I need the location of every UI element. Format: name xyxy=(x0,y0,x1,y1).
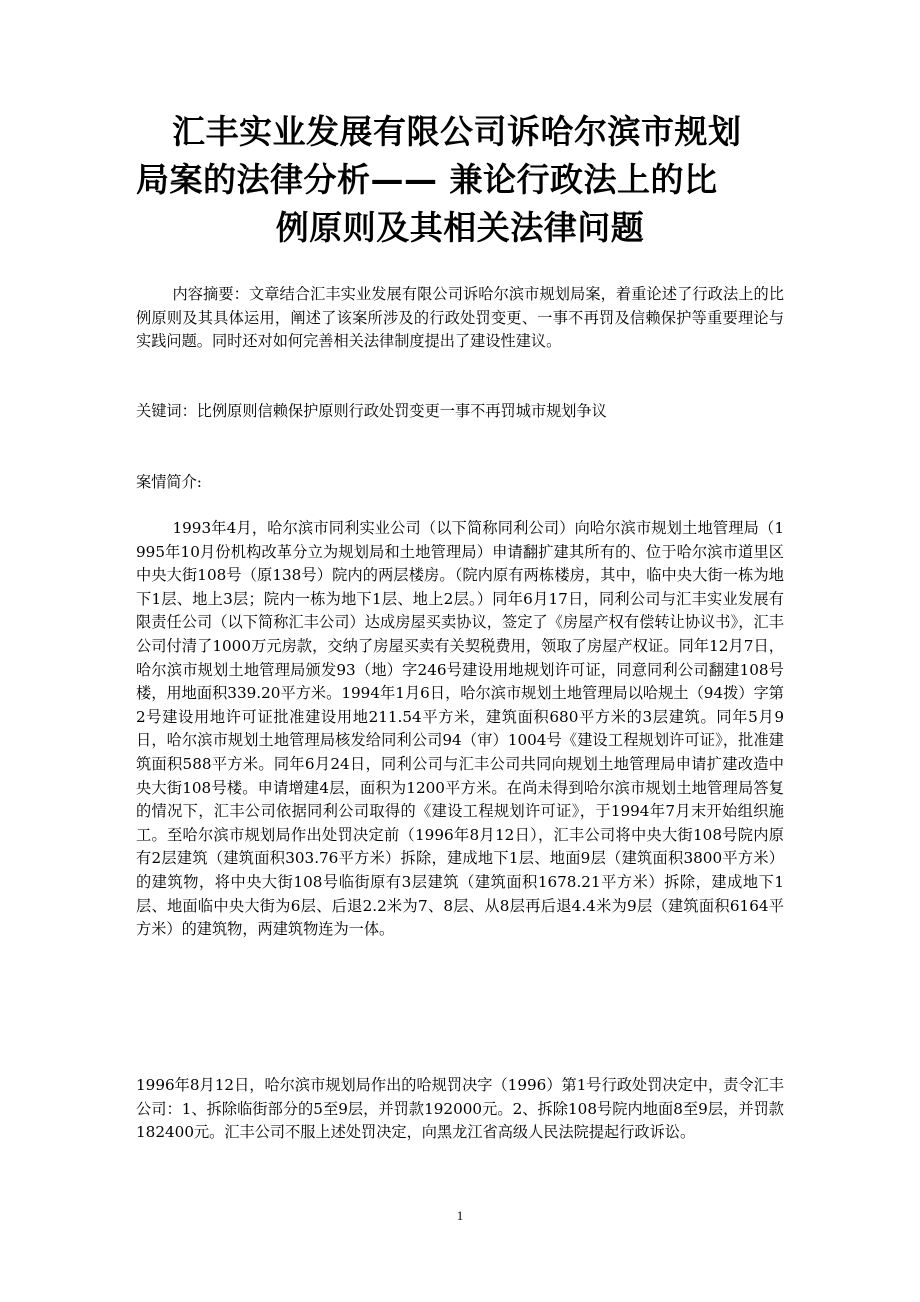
case-paragraph-2: 1996年8月12日，哈尔滨市规划局作出的哈规罚决字（1996）第1号行政处罚决定中，责令汇丰公司：1、拆除临街部分的5至9层，并罚款192000元。2、拆除108号院内地面8至9层，并罚款182400元。汇丰公司不服上述处罚决定，向黑龙江省高级人民法院提起行政诉讼。 xyxy=(136,1076,784,1142)
keywords-paragraph: 关键词：比例原则信赖保护原则行政处罚变更一事不再罚城市规划争议 xyxy=(136,402,607,420)
case-summary-heading: 案情简介: xyxy=(136,473,202,491)
title-line-3: 例原则及其相关法律问题 xyxy=(275,208,645,247)
document-title xyxy=(136,108,784,252)
page-number: 1 xyxy=(456,1208,464,1223)
title-line-2: 局案的法律分析—— 兼论行政法上的比 xyxy=(136,160,718,199)
abstract-paragraph: 内容摘要：文章结合汇丰实业发展有限公司诉哈尔滨市规划局案，着重论述了行政法上的比例原则及其具体运用，阐述了该案所涉及的行政处罚变更、一事不再罚及信赖保护等重要理论与实践问题。同时还对如何完善相关法律制度提出了建设性建议。 xyxy=(136,285,784,351)
case-paragraph-1: 1993年4月，哈尔滨市同利实业公司（以下简称同利公司）向哈尔滨市规划土地管理局（1995年10月份机构改革分立为规划局和土地管理局）申请翻扩建其所有的、位于哈尔滨市道里区中央大街108号（原138号）院内的两层楼房。（院内原有两栋楼房，其中，临中央大街一栋为地下1层、地上3层；院内一栋为地下1层、地上2层。）同年6月17日，同利公司与汇丰实业发展有限责任公司（以下简称汇丰公司）达成房屋买卖协议，签定了《房屋产权有偿转让协议书》，汇丰公司付清了1000万元房款，交纳了房屋买卖有关契税费用，领取了房屋产权证。同年12月7日，哈尔滨市规划土地管理局颁发93（地）字246号建设用地规划许可证，同意同利公司翻建108号楼，用地面积339.20平方米。1994年1月6日，哈尔滨市规划土地管理局以哈规土（94拨）字第2号建设用地许可证批准建设用地211.54平方米，建筑面积680平方米的3层建筑。同年5月9日，哈尔滨市规划土地管理局核发给同利公司94（审）1004号《建设工程规划许可证》，批准建筑面积588平方米。同年6月24日，同利公司与汇丰公司共同向规划土地管理局申请扩建改造中央大街108号楼。申请增建4层，面积为1200平方米。在尚未得到哈尔滨市规划土地管理局答复的情况下，汇丰公司依据同利公司取得的《建设工程规划许可证》，于1994年7月末开始组织施工。至哈尔滨市规划局作出处罚决定前（1996年8月12日），汇丰公司将中央大街108号院内原有2层建筑（建筑面积303.76平方米）拆除，建成地下1层、地面9层（建筑面积3800平方米）的建筑物，将中央大街108号临街原有3层建筑（建筑面积1678.21平方米）拆除，建成地下1层、地面临中央大街为6层、后退2.2米为7、8层、从8层再后退4.4米为9层（建筑面积6164平方米）的建筑物，两建筑物连为一体。 xyxy=(136,519,784,939)
title-line-1: 汇丰实业发展有限公司诉哈尔滨市规划 xyxy=(172,112,742,151)
